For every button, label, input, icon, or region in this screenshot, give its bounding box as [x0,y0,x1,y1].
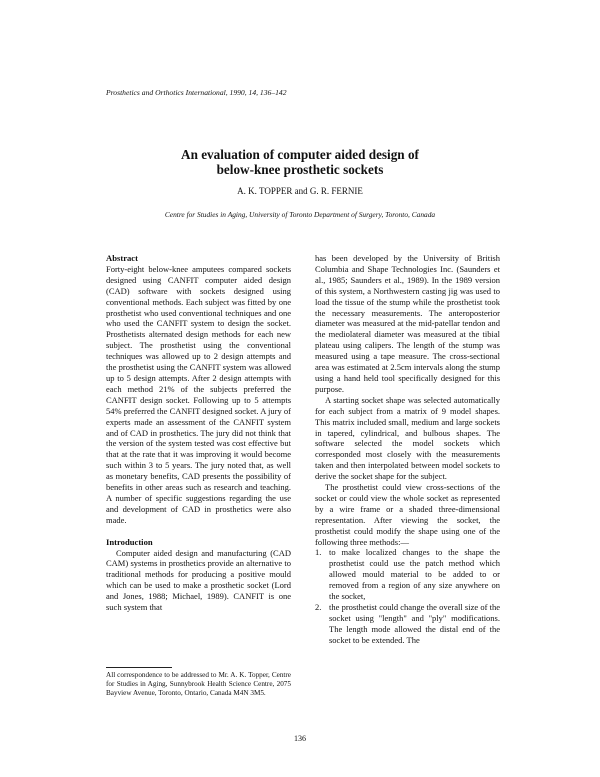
list-item [315,602,500,646]
body-paragraph-2: A starting socket shape was selected automatically for each subject from a matrix of 9 model shapes. This matrix included small, medium and large sockets in tapered, cylindrical, and bulbous shapes. The software selected the model sockets which corresponded most closely with the measurements taken and then interpolated between model sockets to derive the socket shape for the subject. [315,394,500,482]
page-number: 136 [294,734,306,743]
list-item [315,547,500,602]
authors: A. K. TOPPER and G. R. FERNIE [237,186,363,196]
article-title [0,147,600,177]
introduction-text: Computer aided design and manufacturing (CAD CAM) systems in prosthetics provide an alternative to traditional methods for producing a positive mould which can be used to make a prosthetic socket (Lord and Jones, 1988; Michael, 1989). CANFIT is one such system that [106,547,291,613]
affiliation: Centre for Studies in Aging, University of Toronto Department of Surgery, Toronto, Canada [164,210,436,219]
title-line-1: An evaluation of computer aided design of [181,147,419,162]
body-paragraph-1: has been developed by the University of British Columbia and Shape Technologies Inc. (Saunders et al., 1985; Saunders et al., 1989). In the 1989 version of this system, a Northwestern casting jig was used to load the tissue of the stump while the prosthetist took the necessary measurements. The anteroposterior diameter was measured at the mid-patellar tendon and the mediolateral diameter was measured at the tibial plateau using calipers. The length of the stump was measured using a tape measure. The cross-sectional area was estimated at 2.5cm intervals along the stump using a hand held tool specifically designed for this purpose. [315,253,500,394]
correspondence-footnote: All correspondence to be addressed to Mr. A. K. Topper, Centre for Studies in Aging, Sunnybrook Health Science Centre, 2075 Bayview Avenue, Toronto, Ontario, Canada M4N 3M5. [106,671,291,697]
journal-citation: Prosthetics and Orthotics International, 1990, 14, 136–142 [106,88,287,97]
list-item-number: 1. [315,547,322,558]
left-column [106,253,291,613]
modification-methods-list [315,547,500,645]
body-paragraph-3: The prosthetist could view cross-sections of the socket or could view the whole socket as represented by a wire frame or a shaded three-dimensional representation. After viewing the socket, the prosthetist could modify the shape using one of the following three methods:— [315,482,500,547]
title-line-2: below-knee prosthetic sockets [216,162,384,177]
abstract-heading: Abstract [106,253,138,263]
right-column [315,253,500,646]
introduction-heading: Introduction [106,536,153,547]
list-item-text: the prosthetist could change the overall size of the socket using "length" and "ply" modifications. The length mode allowed the distal end of the socket to be extended. The [329,602,500,645]
list-item-text: to make localized changes to the shape the prosthetist could use the patch method which allowed mould material to be added to or removed from a region of any size anywhere on the socket, [329,547,500,602]
abstract-text: Forty-eight below-knee amputees compared sockets designed using CANFIT computer aided design (CAD) software with sockets designed using conventional methods. Each subject was fitted by one prosthetist who used conventional techniques and one who used the CANFIT system to design the socket. Prosthetists alternated design methods for each new subject. The prosthetist using the conventional techniques was allowed up to 2 design attempts and the prosthetist using the CANFIT system was allowed up to 5 design attempts. After 2 design attempts with each method 21% of the subjects preferred the CANFIT design socket. Following up to 5 attempts 54% preferred the CANFIT designed socket. A jury of experts made an assessment of the CANFIT system and of CAD in prosthetics. The jury did not think that the version of the system tested was cost effective but that at the rate that it was improving it would become such within 3 to 5 years. The jury noted that, as well as monetary benefits, CAD presents the possibility of benefits in other areas such as research and teaching. A number of specific suggestions regarding the use and development of CAD in prosthetics were also made. [106,263,291,525]
list-item-number: 2. [315,602,322,612]
footnote-divider [106,667,172,668]
